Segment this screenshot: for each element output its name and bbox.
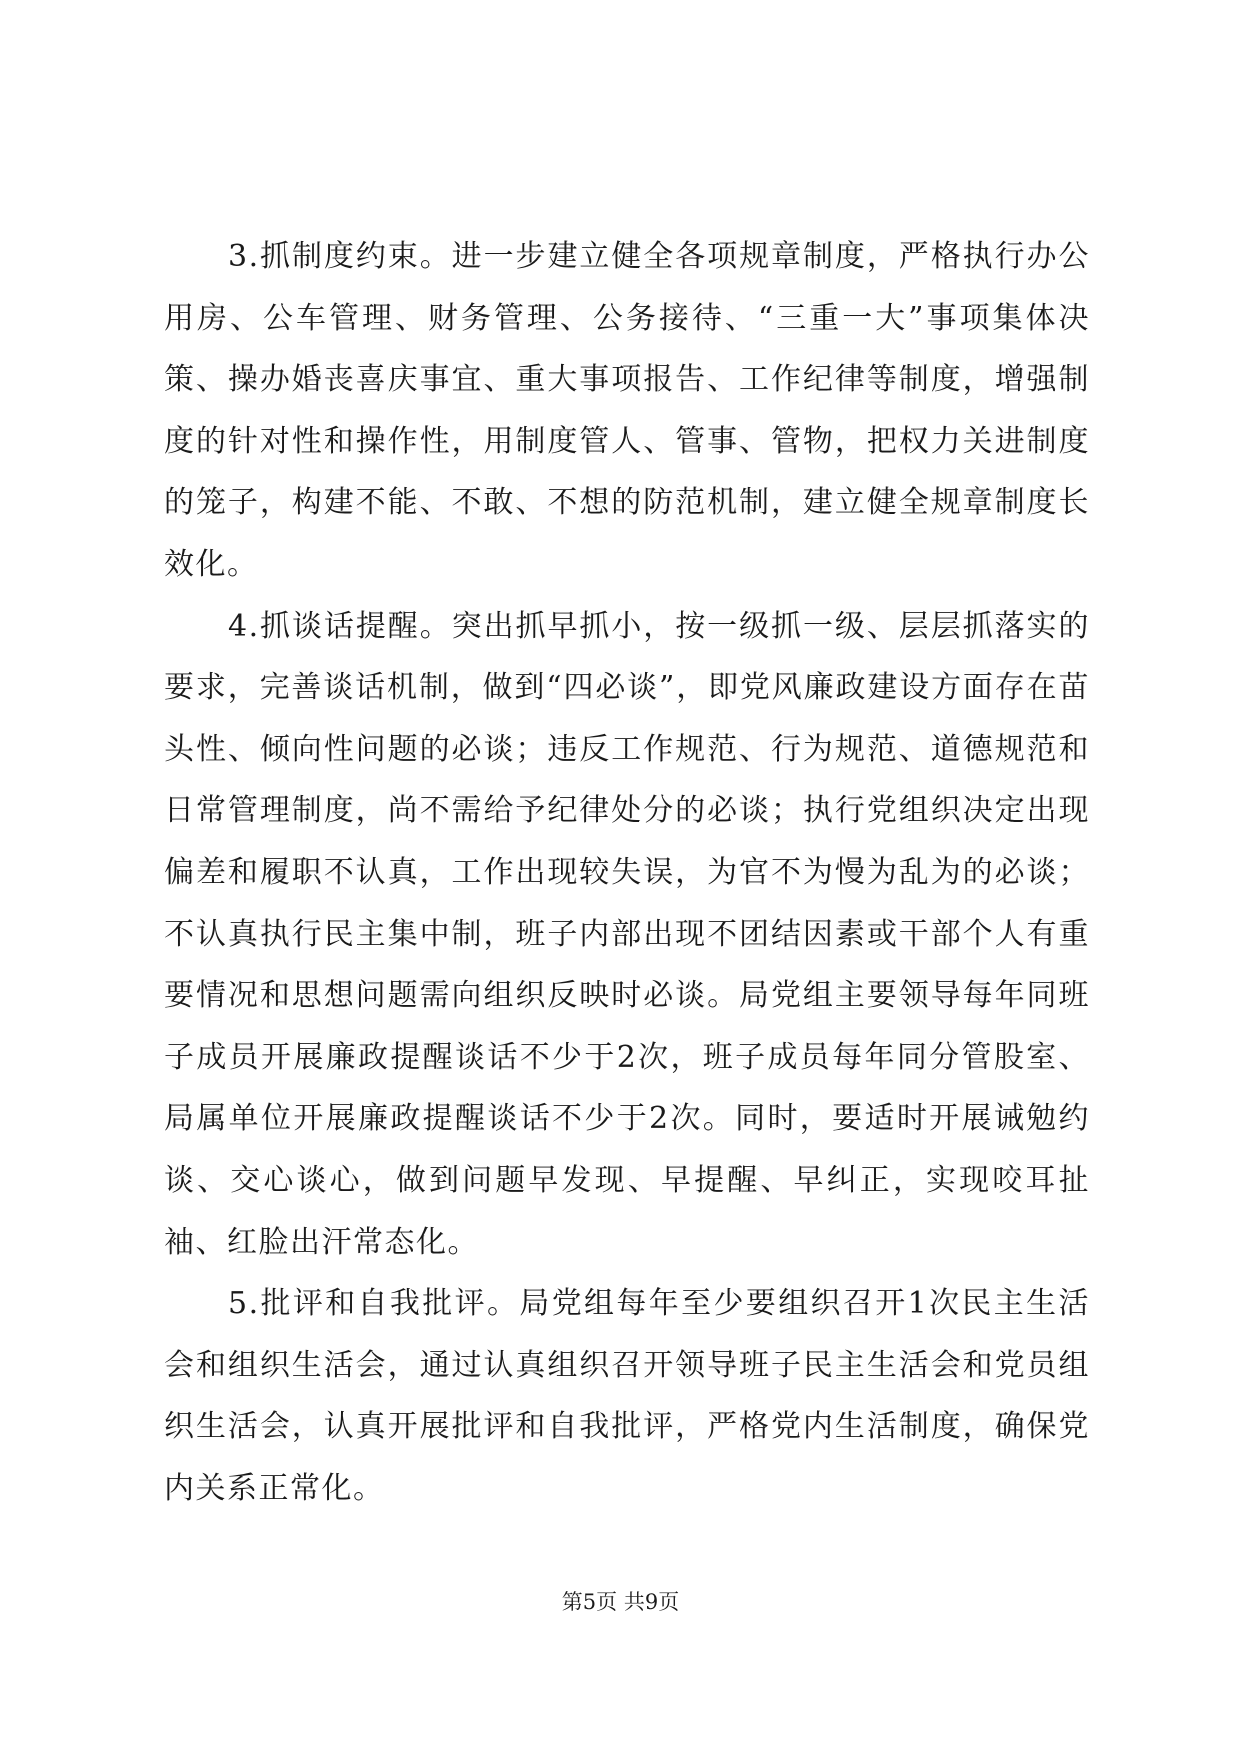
- page-footer: 第5页 共9页: [561, 1590, 680, 1614]
- paragraph-criticism: 5.批评和自我批评。局党组每年至少要组织召开1次民主生活会和组织生活会，通过认真组织召开领导班子民主生活会和党员组织生活会，认真开展批评和自我批评，严格党内生活制度，确保党内关系正常化。: [164, 1286, 1090, 1506]
- paragraph-talk-reminders: 4.抓谈话提醒。突出抓早抓小，按一级抓一级、层层抓落实的要求，完善谈话机制，做到“四必谈”，即党风廉政建设方面存在苗头性、倾向性问题的必谈；违反工作规范、行为规范、道德规范和日常管理制度，尚不需给予纪律处分的必谈；执行党组织决定出现偏差和履职不认真，工作出现较失误，为官不为慢为乱为的必谈；不认真执行民主集中制，班子内部出现不团结因素或干部个人有重要情况和思想问题需向组织反映时必谈。局党组主要领导每年同班子成员开展廉政提醒谈话不少于2次，班子成员每年同分管股室、局属单位开展廉政提醒谈话不少于2次。同时，要适时开展诫勉约谈、交心谈心，做到问题早发现、早提醒、早纠正，实现咬耳扯袖、红脸出汗常态化。: [164, 608, 1090, 1260]
- paragraph-system-constraints: 3.抓制度约束。进一步建立健全各项规章制度，严格执行办公用房、公车管理、财务管理、公务接待、“三重一大”事项集体决策、操办婚丧喜庆事宜、重大事项报告、工作纪律等制度，增强制度的针对性和操作性，用制度管人、管事、管物，把权力关进制度的笼子，构建不能、不敢、不想的防范机制，建立健全规章制度长效化。: [164, 239, 1090, 582]
- document-body: [164, 226, 1090, 1519]
